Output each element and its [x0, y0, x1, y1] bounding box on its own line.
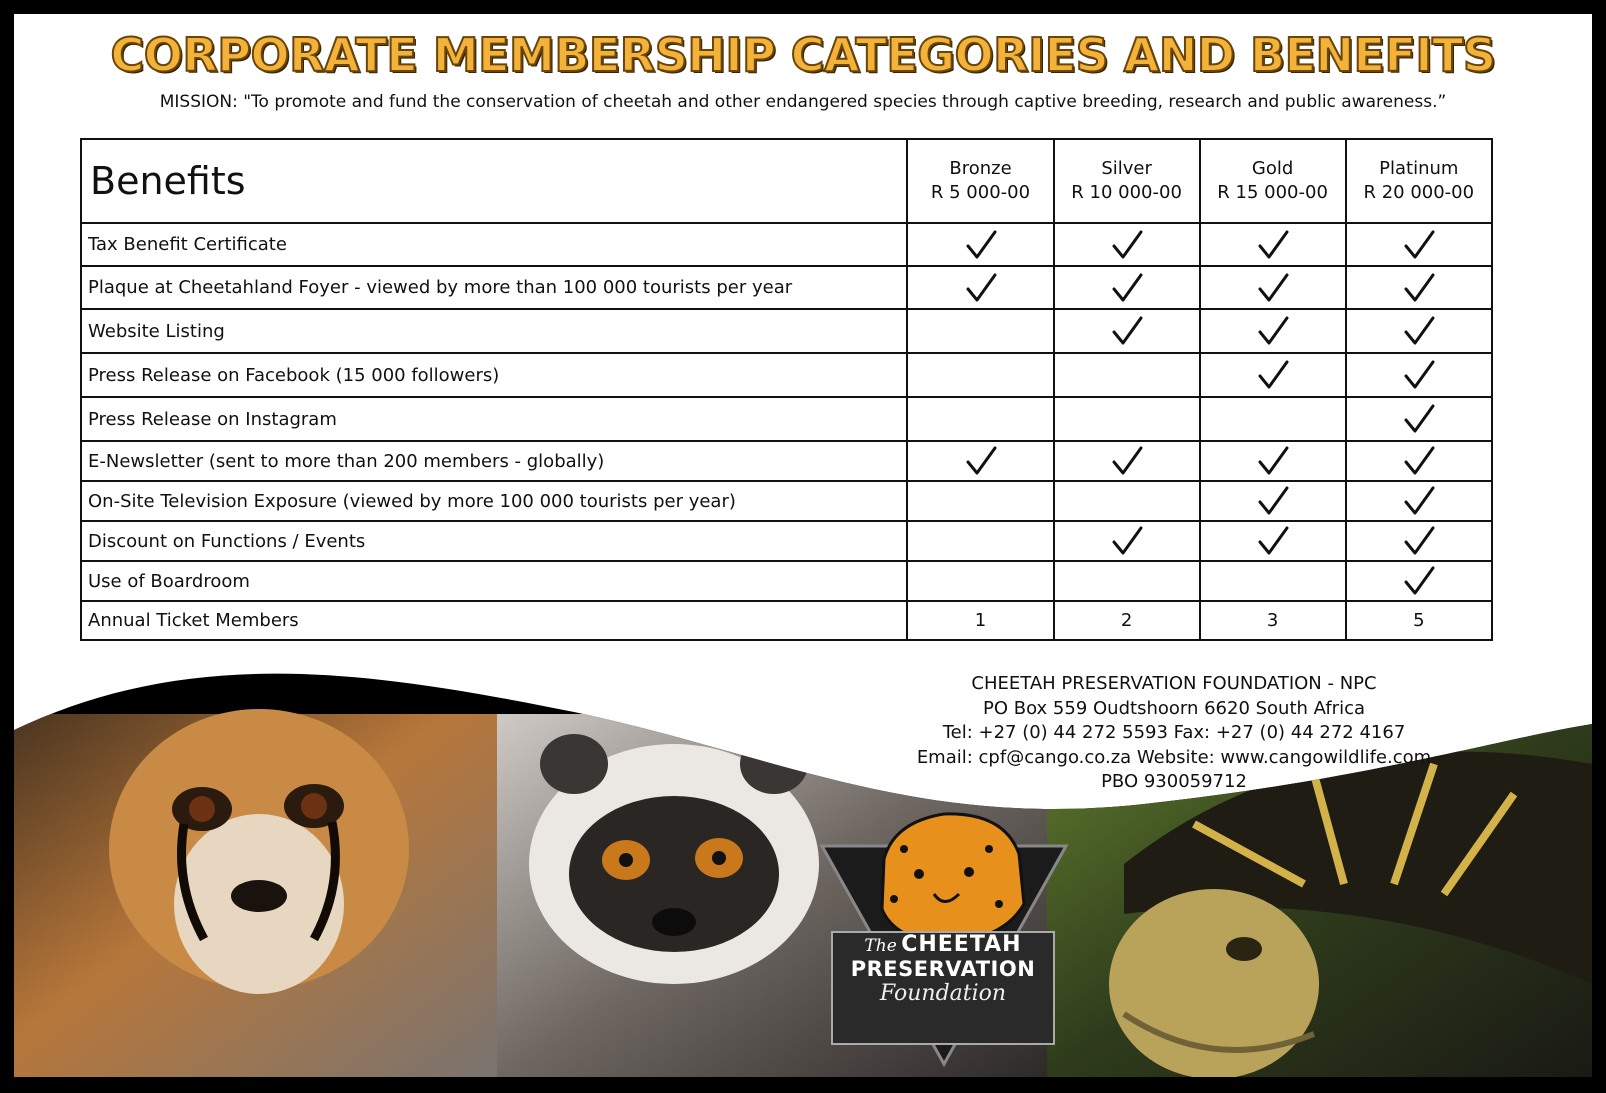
checkmark-icon [964, 228, 998, 262]
benefit-cell-bronze [907, 521, 1053, 561]
checkmark-icon [1110, 524, 1144, 558]
logo-wordmark [832, 932, 1054, 1006]
benefit-cell-silver [1054, 266, 1200, 309]
benefit-cell-gold [1200, 561, 1346, 601]
benefit-label: Plaque at Cheetahland Foyer - viewed by more than 100 000 tourists per year [81, 266, 907, 309]
page-title: CORPORATE MEMBERSHIP CATEGORIES AND BENEFITS [110, 28, 1496, 82]
benefit-cell-platinum [1346, 441, 1492, 481]
tier-header-silver [1054, 139, 1200, 223]
benefit-cell-gold [1200, 521, 1346, 561]
benefit-label: Discount on Functions / Events [81, 521, 907, 561]
contact-phone: Tel: +27 (0) 44 272 5593 Fax: +27 (0) 44 272 4167 [942, 722, 1406, 743]
table-header-row [81, 139, 1492, 223]
checkmark-icon [1402, 314, 1436, 348]
benefit-cell-platinum [1346, 309, 1492, 353]
benefit-cell-bronze [907, 397, 1053, 441]
benefit-row [81, 521, 1492, 561]
tier-name: Platinum [1379, 158, 1459, 179]
benefit-cell-platinum [1346, 481, 1492, 521]
ticket-members-label: Annual Ticket Members [81, 601, 907, 640]
logo-preservation: PRESERVATION [850, 957, 1036, 981]
benefit-cell-silver [1054, 561, 1200, 601]
membership-card [14, 14, 1592, 1077]
tier-header-gold [1200, 139, 1346, 223]
checkmark-icon [1402, 358, 1436, 392]
checkmark-icon [1110, 314, 1144, 348]
cheetah-logo-icon [882, 814, 1024, 944]
benefit-label: Website Listing [81, 309, 907, 353]
checkmark-icon [1402, 402, 1436, 436]
benefit-cell-bronze [907, 309, 1053, 353]
benefit-row [81, 309, 1492, 353]
benefit-cell-bronze [907, 266, 1053, 309]
checkmark-icon [964, 271, 998, 305]
benefit-cell-gold [1200, 223, 1346, 266]
benefit-cell-gold [1200, 481, 1346, 521]
benefit-label: E-Newsletter (sent to more than 200 members - globally) [81, 441, 907, 481]
benefit-cell-gold [1200, 397, 1346, 441]
checkmark-icon [1402, 228, 1436, 262]
tier-name: Silver [1101, 158, 1152, 179]
benefit-cell-platinum [1346, 266, 1492, 309]
logo-foundation: Foundation [879, 981, 1007, 1006]
checkmark-icon [1256, 524, 1290, 558]
contact-org: CHEETAH PRESERVATION FOUNDATION - NPC [971, 673, 1377, 694]
logo-cheetah: CHEETAH [901, 932, 1022, 957]
benefit-cell-bronze [907, 223, 1053, 266]
benefit-cell-gold [1200, 441, 1346, 481]
checkmark-icon [1402, 484, 1436, 518]
checkmark-icon [1402, 564, 1436, 598]
tier-header-bronze [907, 139, 1053, 223]
tier-name: Gold [1251, 158, 1294, 179]
checkmark-icon [1110, 444, 1144, 478]
benefit-cell-bronze [907, 481, 1053, 521]
benefit-cell-silver [1054, 441, 1200, 481]
benefit-cell-gold [1200, 266, 1346, 309]
ticket-value-platinum: 5 [1346, 601, 1492, 640]
benefit-label: Tax Benefit Certificate [81, 223, 907, 266]
benefit-row [81, 481, 1492, 521]
benefit-row [81, 353, 1492, 397]
benefit-cell-platinum [1346, 353, 1492, 397]
benefit-row [81, 397, 1492, 441]
ticket-members-row [81, 601, 1492, 640]
cheetah-cub-photo [14, 709, 497, 1077]
contact-address: PO Box 559 Oudtshoorn 6620 South Africa [983, 697, 1365, 719]
mission-statement: MISSION: "To promote and fund the conservation of cheetah and other endangered species through captive breeding, research and public awareness.” [159, 92, 1447, 112]
benefit-label: Press Release on Instagram [81, 397, 907, 441]
checkmark-icon [1402, 524, 1436, 558]
tier-price: R 10 000-00 [1071, 182, 1182, 203]
checkmark-icon [1256, 314, 1290, 348]
benefit-row [81, 266, 1492, 309]
checkmark-icon [1256, 271, 1290, 305]
benefit-cell-gold [1200, 309, 1346, 353]
tier-header-platinum [1346, 139, 1492, 223]
benefit-rows [81, 223, 1492, 601]
benefits-header: Benefits [81, 139, 907, 223]
benefit-cell-silver [1054, 223, 1200, 266]
checkmark-icon [1402, 271, 1436, 305]
benefit-cell-silver [1054, 397, 1200, 441]
checkmark-icon [1110, 271, 1144, 305]
tier-price: R 5 000-00 [930, 182, 1031, 203]
checkmark-icon [1256, 228, 1290, 262]
benefit-label: Press Release on Facebook (15 000 followers) [81, 353, 907, 397]
benefit-row [81, 223, 1492, 266]
benefit-cell-silver [1054, 353, 1200, 397]
checkmark-icon [1402, 444, 1436, 478]
benefit-cell-bronze [907, 441, 1053, 481]
ticket-value-bronze: 1 [907, 601, 1053, 640]
benefit-row [81, 441, 1492, 481]
tier-price: R 20 000-00 [1363, 182, 1475, 203]
checkmark-icon [1256, 444, 1290, 478]
benefit-cell-platinum [1346, 561, 1492, 601]
benefit-cell-platinum [1346, 223, 1492, 266]
benefit-cell-bronze [907, 561, 1053, 601]
benefit-label: On-Site Television Exposure (viewed by more 100 000 tourists per year) [81, 481, 907, 521]
checkmark-icon [1256, 358, 1290, 392]
benefit-cell-silver [1054, 521, 1200, 561]
benefit-cell-bronze [907, 353, 1053, 397]
contact-pbo: PBO 930059712 [1101, 771, 1247, 792]
logo-the: The [864, 936, 897, 956]
checkmark-icon [964, 444, 998, 478]
benefit-cell-platinum [1346, 397, 1492, 441]
benefit-cell-silver [1054, 309, 1200, 353]
tier-price: R 15 000-00 [1217, 182, 1328, 203]
benefit-cell-gold [1200, 353, 1346, 397]
benefit-cell-silver [1054, 481, 1200, 521]
benefits-table [80, 138, 1493, 641]
tier-name: Bronze [949, 158, 1012, 179]
ticket-value-gold: 3 [1200, 601, 1346, 640]
benefit-label: Use of Boardroom [81, 561, 907, 601]
benefit-row [81, 561, 1492, 601]
contact-block [894, 672, 1454, 795]
contact-web: Email: cpf@cango.co.za Website: www.cangowildlife.com [916, 746, 1432, 768]
benefit-cell-platinum [1346, 521, 1492, 561]
ticket-value-silver: 2 [1054, 601, 1200, 640]
checkmark-icon [1256, 484, 1290, 518]
checkmark-icon [1110, 228, 1144, 262]
